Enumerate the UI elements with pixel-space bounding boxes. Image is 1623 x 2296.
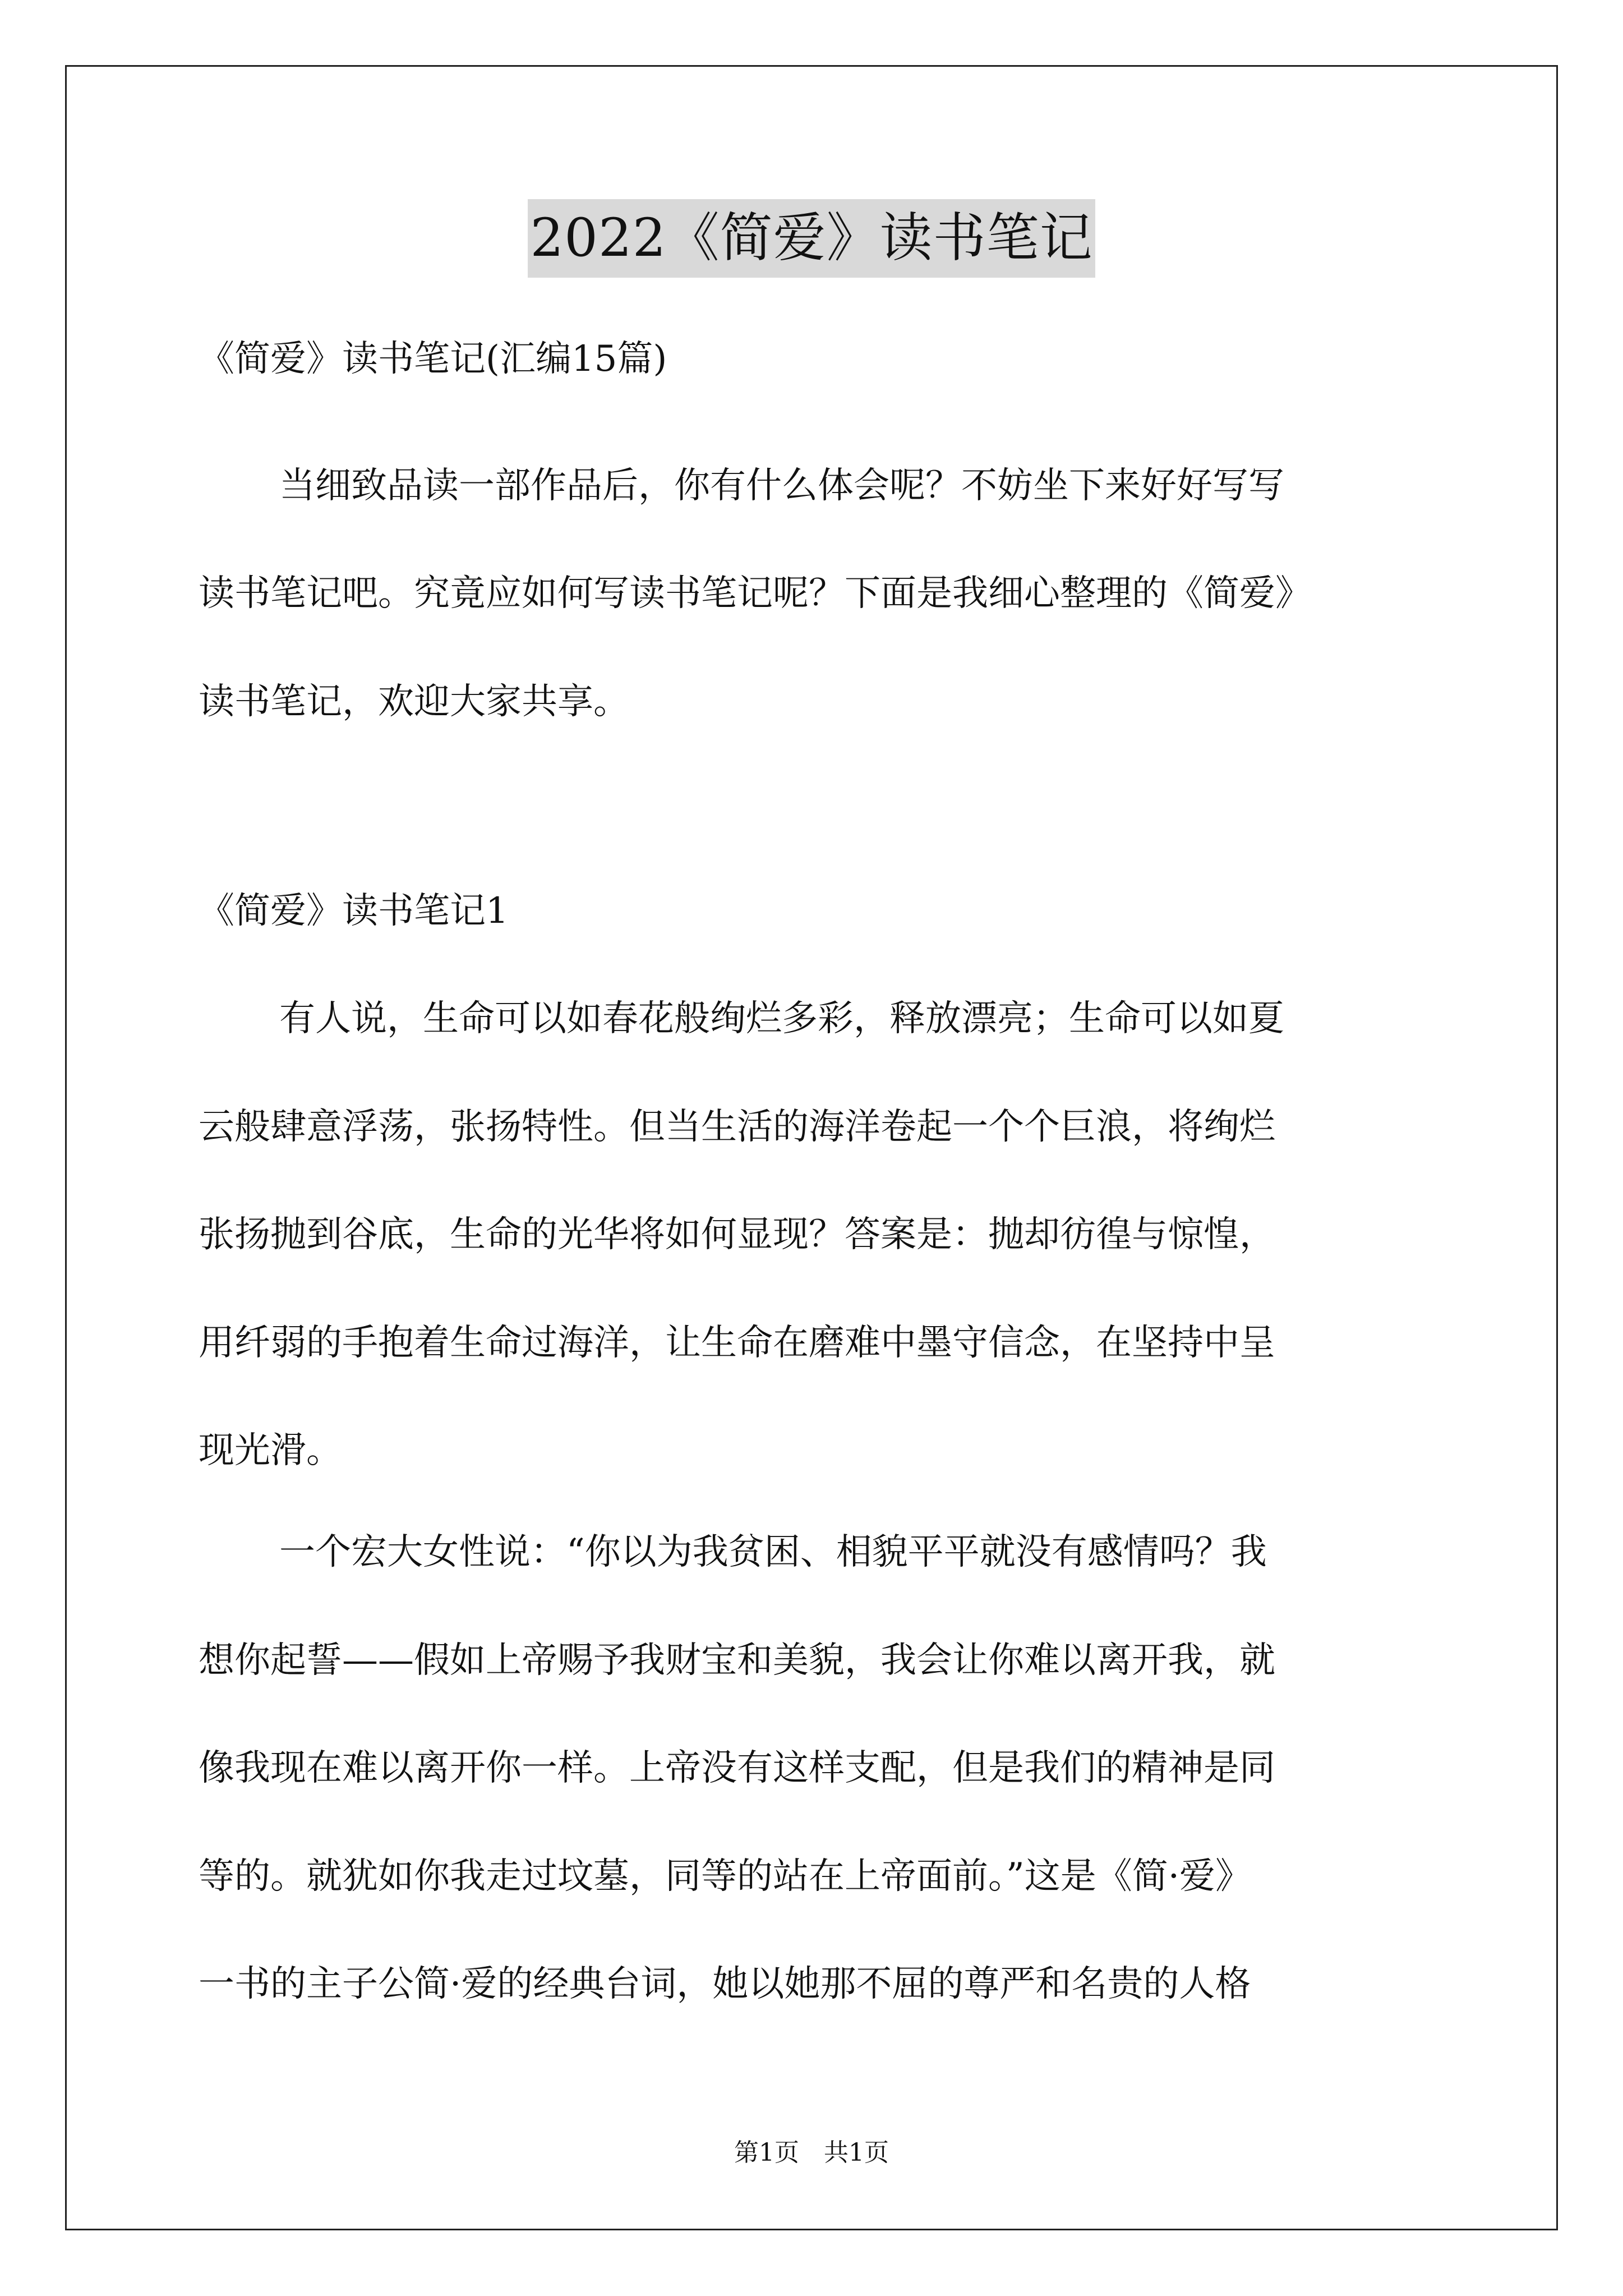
intro-line-3: 读书笔记，欢迎大家共享。 <box>199 681 629 723</box>
intro-line-2: 读书笔记吧。究竟应如何写读书笔记呢？下面是我细心整理的《简爱》 <box>199 573 1311 614</box>
page-footer: 第1页 共1页 <box>734 2138 889 2167</box>
paragraph1-line-4: 用纤弱的手抱着生命过海洋，让生命在磨难中墨守信念，在坚持中呈 <box>199 1322 1275 1364</box>
paragraph2-line-1: 一个宏大女性说：“你以为我贫困、相貌平平就没有感情吗？我 <box>279 1531 1267 1573</box>
paragraph2-line-5: 一书的主子公简·爱的经典台词，她以她那不屈的尊严和名贵的人格 <box>199 1963 1251 2005</box>
title-container <box>0 199 1623 278</box>
paragraph2-line-4: 等的。就犹如你我走过坟墓，同等的站在上帝面前。”这是《简·爱》 <box>199 1856 1252 1897</box>
paragraph2-line-2: 想你起誓——假如上帝赐予我财宝和美貌，我会让你难以离开我，就 <box>199 1640 1275 1681</box>
document-title: 2022《简爱》读书笔记 <box>528 199 1095 278</box>
section-heading: 《简爱》读书笔记1 <box>199 890 509 932</box>
paragraph1-line-1: 有人说，生命可以如春花般绚烂多彩，释放漂亮；生命可以如夏 <box>279 998 1284 1039</box>
document-subtitle: 《简爱》读书笔记(汇编15篇) <box>199 338 667 380</box>
paragraph2-line-3: 像我现在难以离开你一样。上帝没有这样支配，但是我们的精神是同 <box>199 1747 1275 1789</box>
paragraph1-line-3: 张扬抛到谷底，生命的光华将如何显现？答案是：抛却彷徨与惊惶， <box>199 1214 1275 1255</box>
paragraph1-line-2: 云般肆意浮荡，张扬特性。但当生活的海洋卷起一个个巨浪，将绚烂 <box>199 1106 1275 1148</box>
intro-line-1: 当细致品读一部作品后，你有什么体会呢？不妨坐下来好好写写 <box>279 465 1284 507</box>
paragraph1-line-5: 现光滑。 <box>199 1430 342 1471</box>
